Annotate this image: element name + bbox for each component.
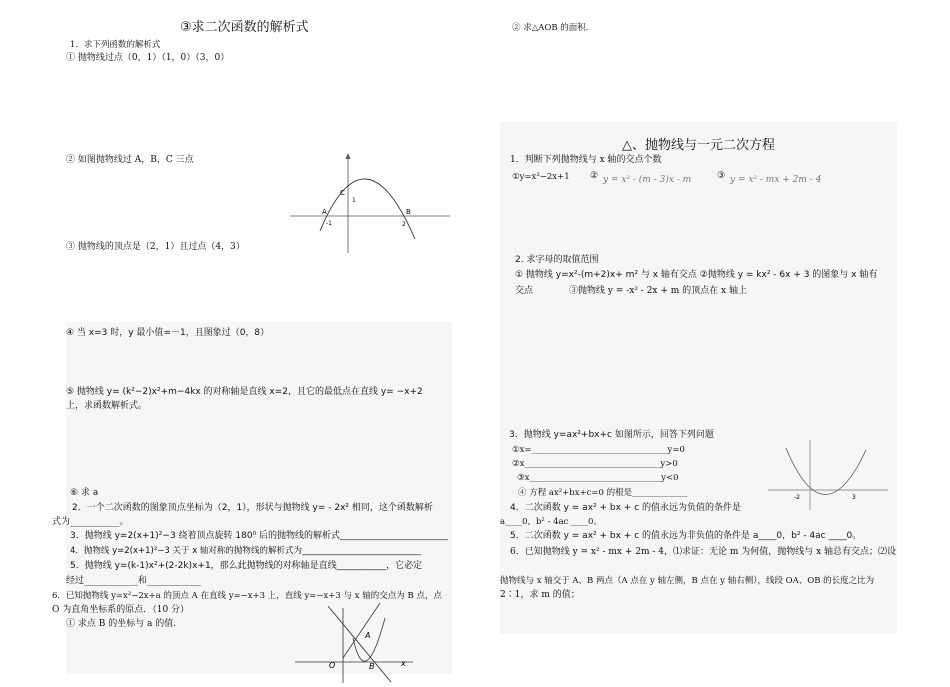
graph2-label-x: x: [401, 659, 406, 668]
p3-item-1: ①x=________________________________y=0: [512, 445, 685, 455]
q5-line2: 经过____________和____________: [66, 576, 202, 586]
p3-line: 3．抛物线 y=ax²+bx+c 如图所示，回答下列问题: [509, 430, 714, 440]
q6-item-2: ② 求△AOB 的面积.: [512, 23, 589, 33]
q1-item-5-line1: ⑤ 抛物线 y= (k²−2)x²+m−4kx 的对称轴是直线 x=2，且它的最低点在直线 y= −x+2: [66, 387, 423, 397]
q6-line2: O 为直角坐标系的原点．（10 分）: [52, 605, 190, 615]
graph1-label-neg1: -1: [326, 220, 332, 227]
p6-line3: 2∶1，求 m 的值；: [500, 590, 580, 600]
q3-line: 3．抛物线 y=2(x+1)²−3 绕着顶点旋转 180⁰ 后的抛物线的解析式________________________: [70, 531, 449, 541]
q5-line1: 5．抛物线 y=(k-1)x²+(2-2k)x+1，那么此抛物线的对称轴是直线___________，它必定: [70, 561, 423, 571]
p4-line2: a____0，b² - 4ac ____0。: [500, 517, 602, 527]
q1-item-1: ① 抛物线过点（0，1）（1，0）（3，0）: [66, 53, 230, 63]
graph1-label-a: A: [322, 208, 327, 216]
line-graph-2: [295, 598, 415, 683]
p6-line1: 6．已知抛物线 y = x² - mx + 2m - 4，⑴求证：无论 m 为何值，抛物线与 x 轴总有交点；⑵设: [510, 547, 897, 557]
graph3-label-neg2: -2: [794, 494, 800, 501]
parabola-graph-3: [768, 440, 888, 510]
p3-item-2: ②x________________________________y>0: [512, 459, 678, 469]
right-section-title: △、抛物线与一元二次方程: [622, 138, 775, 153]
p2-title: 2. 求字母的取值范围: [515, 255, 599, 265]
graph2-label-a: A: [365, 631, 371, 640]
p2-line1: ① 抛物线 y=x²-(m+2)x+ m² 与 x 轴有交点 ②抛物线 y = kx² - 6x + 3 的图象与 x 轴有: [515, 270, 878, 280]
graph2-label-o: O: [329, 661, 336, 670]
graph1-label-one: 1: [352, 197, 356, 204]
graph1-label-b: B: [406, 208, 411, 216]
p5-line: 5．二次函数 y = ax² + bx + c 的值永远为非负值的条件是 a____0，b² - 4ac ____0。: [510, 531, 862, 541]
p3-item-3: ③x_______________________________y<0: [517, 473, 679, 483]
p2-line2: 交点 ③抛物线 y = -x² - 2x + m 的顶点在 x 轴上: [515, 286, 747, 296]
graph1-label-two: 2: [402, 221, 406, 228]
q1-item-6: ⑥ 求 a: [70, 488, 99, 498]
q1-item-3: ③ 抛物线的顶点是（2，1）且过点（4，3）: [66, 242, 245, 252]
q2-line2: 式为___________。: [52, 517, 129, 527]
graph1-label-c: C: [340, 189, 345, 197]
q1-item-4: ④ 当 x=3 时，y 最小值=－1，且图象过（0，8）: [66, 328, 270, 338]
p4-line1: 4．二次函数 y = ax² + bx + c 的值永远为负值的条件是: [510, 503, 741, 513]
p1-b-num: ②: [590, 171, 599, 181]
p1-c-num: ③: [717, 171, 726, 181]
q6-item-1: ① 求点 B 的坐标与 a 的值.: [66, 619, 177, 629]
p1-line: 1．判断下列抛物线与 x 轴的交点个数: [510, 155, 662, 165]
p1-b-equation: y = x² - (m - 3)x - m: [603, 175, 692, 185]
p1-c-equation: y = x² - mx + 2m - 4: [730, 175, 822, 185]
graph3-label-three: 3: [852, 494, 856, 501]
p3-item-4: ④ 方程 ax²+bx+c=0 的根是_____________: [518, 488, 688, 498]
q6-line1: 6．已知抛物线 y=x²−2x+a 的顶点 A 在直线 y=−x+3 上，直线 y=−x+3 与 x 轴的交点为 B 点，点: [52, 591, 442, 601]
q2-line1: 2．一个二次函数的图象顶点坐标为（2，1），形状与抛物线 y= - 2x² 相同，这个函数解析: [72, 503, 433, 513]
p6-line2: 抛物线与 x 轴交于 A、B 两点（A 点在 y 轴左侧，B 点在 y 轴右侧），线段 OA、OB 的长度之比为: [500, 576, 875, 586]
q1-item-2: ② 如图抛物线过 A，B，C 三点: [66, 155, 194, 165]
p1-a: ①y=x²−2x+1: [512, 172, 570, 182]
q4-line: 4．抛物线 y=2(x+1)²−3 关于 x 轴对称的抛物线的解析式为____________________________: [70, 546, 421, 556]
q1-item-5-line2: 上，求函数解析式。: [66, 401, 148, 411]
q1-intro: 1．求下列函数的解析式: [70, 40, 161, 50]
graph2-label-b: B: [369, 662, 375, 671]
parabola-graph-1: [290, 153, 450, 253]
left-section-title: ③求二次函数的解析式: [180, 20, 309, 35]
